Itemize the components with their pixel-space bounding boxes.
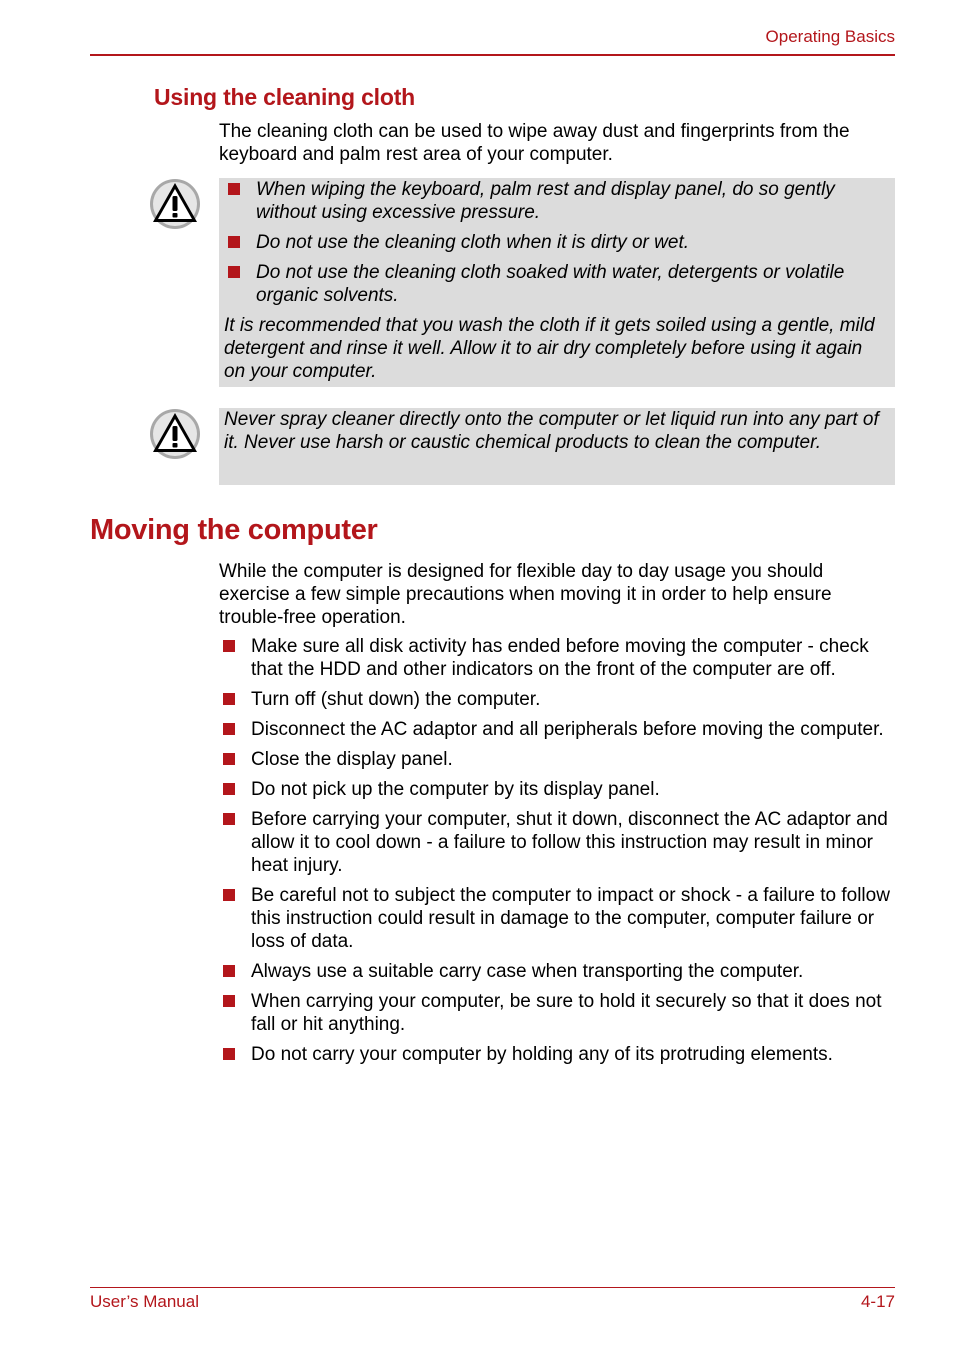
caution-box-cleaning (219, 178, 895, 387)
list-item-text: Always use a suitable carry case when transporting the computer. (251, 961, 804, 982)
list-item (219, 688, 899, 711)
bullet-square-icon (223, 995, 235, 1007)
list-item (219, 718, 899, 741)
bullet-square-icon (223, 693, 235, 705)
moving-precautions-list (219, 635, 899, 1073)
bullet-square-icon (223, 1048, 235, 1060)
list-item-text: Turn off (shut down) the computer. (251, 689, 541, 710)
bullet-square-icon (223, 813, 235, 825)
caution-bullet-text: When wiping the keyboard, palm rest and display panel, do so gently without using excessive pressure. (256, 179, 835, 223)
list-item (219, 960, 899, 983)
list-item (219, 748, 899, 771)
caution-bullet-text: Do not use the cleaning cloth soaked with water, detergents or volatile organic solvents. (256, 262, 845, 306)
cleaning-intro: The cleaning cloth can be used to wipe away dust and fingerprints from the keyboard and palm rest area of your computer. (219, 121, 850, 165)
section-heading-moving: Moving the computer (90, 514, 378, 546)
caution-bullet (224, 231, 887, 254)
list-item-text: Before carrying your computer, shut it down, disconnect the AC adaptor and allow it to cool down - a failure to follow this instruction may result in minor heat injury. (251, 809, 888, 876)
page-number: 4-17 (860, 1292, 895, 1311)
footer-divider (90, 1287, 895, 1288)
bullet-square-icon (223, 889, 235, 901)
list-item (219, 990, 899, 1036)
bullet-square-icon (228, 266, 240, 278)
list-item-text: Do not carry your computer by holding any of its protruding elements. (251, 1044, 833, 1065)
footer-manual-title: User’s Manual (90, 1292, 199, 1311)
list-item (219, 635, 899, 681)
list-item (219, 1043, 899, 1066)
bullet-square-icon (228, 183, 240, 195)
list-item-text: Close the display panel. (251, 749, 453, 770)
list-item-text: Be careful not to subject the computer to impact or shock - a failure to follow this instruction could result in damage to the computer, computer failure or loss of data. (251, 885, 890, 952)
bullet-square-icon (223, 753, 235, 765)
running-header: Operating Basics (765, 27, 895, 46)
list-item-text: Make sure all disk activity has ended before moving the computer - check that the HDD and other indicators on the front of the computer are off. (251, 636, 869, 680)
list-item (219, 778, 899, 801)
list-item (219, 808, 899, 877)
caution-icon (149, 178, 201, 230)
section-heading-cleaning: Using the cleaning cloth (154, 84, 416, 110)
list-item (219, 884, 899, 953)
bullet-square-icon (223, 783, 235, 795)
bullet-square-icon (228, 236, 240, 248)
bullet-square-icon (223, 965, 235, 977)
caution-icon (149, 408, 201, 460)
bullet-square-icon (223, 640, 235, 652)
caution-box-spray: Never spray cleaner directly onto the computer or let liquid run into any part of it. Never use harsh or caustic chemical products to clean the computer. (219, 408, 895, 485)
list-item-text: Do not pick up the computer by its display panel. (251, 779, 660, 800)
caution-bullet-text: Do not use the cleaning cloth when it is dirty or wet. (256, 232, 690, 253)
list-item-text: When carrying your computer, be sure to hold it securely so that it does not fall or hit anything. (251, 991, 882, 1035)
moving-intro: While the computer is designed for flexible day to day usage you should exercise a few simple precautions when moving it in order to help ensure trouble-free operation. (219, 561, 832, 628)
caution-note: It is recommended that you wash the cloth if it gets soiled using a gentle, mild detergent and rinse it well. Allow it to air dry completely before using it again on your computer. (224, 315, 875, 382)
header-divider (90, 54, 895, 56)
list-item-text: Disconnect the AC adaptor and all peripherals before moving the computer. (251, 719, 884, 740)
bullet-square-icon (223, 723, 235, 735)
caution-bullet (224, 261, 887, 307)
caution-bullet (224, 178, 887, 224)
